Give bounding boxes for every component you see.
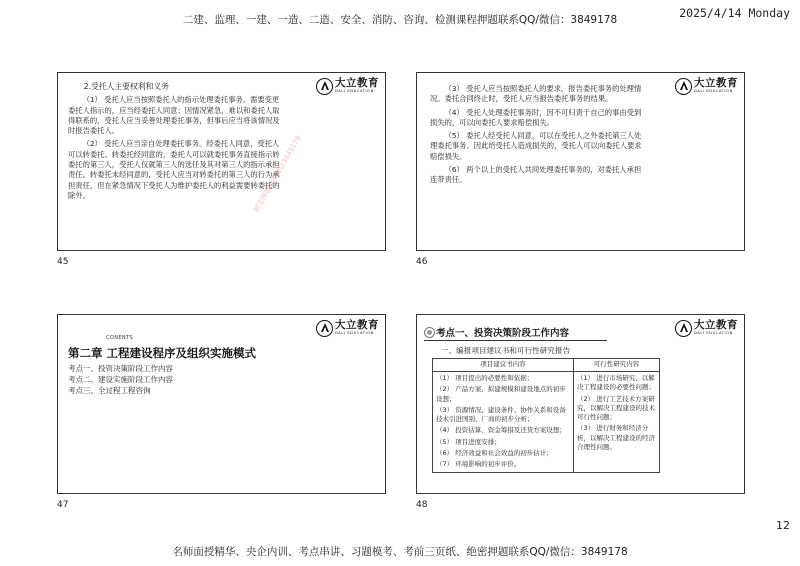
slide-number-46: 46 [416,257,428,267]
table-cell-item: （6） 经济效益和社会效益的初步估计； [436,449,553,458]
logo-english: DALI EDUCATION [335,88,374,93]
paragraph: （2） 受托人应当亲自处理委托事务。经委托人同意，受托人可以转委托。转委托经同意的，委托人可以就委托事务直接指示转委托的第三人，受托人仅就第三人的选任及其对第三人的指示承担责任。转委托未经同意的，受托人应当对转委托的第三人的行为承担责任，但在紧急情况下受托人为维护委托人的利益需要转委托的除外。 [68,139,280,200]
table-cell-item: （5） 项目进度安排； [436,437,501,446]
header-date: 2025/4/14 Monday [679,6,790,20]
table-cell-item: （3） 资源情况、建设条件、协作关系和设备技术引进国别、厂商的初步分析； [436,405,566,424]
paragraph: （6） 两个以上的受托人共同处理委托事务的，对委托人承担连带责任。 [430,165,642,185]
list-item: 考点一、投资决策阶段工作内容 [68,364,173,373]
slide-46-body [430,84,642,186]
section-heading: 2.受托人主要权利和义务 [83,82,170,91]
slide-47 [57,314,386,494]
table-cell-item: （1） 进行市场研究，以解决工程建设的必要性问题； [577,374,655,392]
logo-emblem-icon [675,78,692,95]
logo [675,318,738,338]
table-cell-item: （3） 进行财务和经济分析，以解决工程建设的经济合理性问题。 [577,424,655,452]
table-header: 项目建议书内容 [433,359,574,372]
table-header: 可行性研究内容 [574,359,660,372]
logo-emblem-icon [675,320,692,337]
slide-45-body [68,82,280,201]
logo-english: DALI EDUCATION [694,330,733,335]
chapter-topic-list [68,364,173,396]
section-subheading: 一、编报项目建议书和可行性研究报告 [441,346,571,355]
logo [316,76,379,96]
topic-title-text: 考点一、投资决策阶段工作内容 [436,328,570,339]
slide-number-47: 47 [57,500,69,510]
logo-emblem-icon [316,78,333,95]
list-item: 考点三、全过程工程咨询 [68,385,151,395]
paragraph: （5） 委托人经受托人同意，可以在受托人之外委托第三人处理委托事务。因此给受托人造成损失的，受托人可以向委托人要求赔偿损失。 [430,131,642,161]
logo-english: DALI EDUCATION [694,88,733,93]
paragraph: （3） 受托人应当按照委托人的要求，报告委托事务的处理情况。委托合同终止时，受托人应当报告委托事务的结果。 [430,84,642,104]
topic-title [424,325,569,339]
logo-name: 大立教育 [694,319,738,332]
table-cell [574,372,660,473]
chapter-title: 第二章 工程建设程序及组织实施模式 [68,346,257,360]
slide-46 [416,72,745,251]
slide-number-45: 45 [57,257,69,267]
slide-48 [416,314,745,494]
table-cell-item: （2） 进行工艺技术方案研究，以解决工程建设的技术可行性问题； [577,394,655,422]
page-number: 12 [776,519,790,532]
paragraph: （4） 受托人处理委托事务时，因不可归责于自己的事由受到损失的，可以向委托人要求赔偿损失。 [430,107,642,127]
divider [424,340,607,341]
contents-label: CONENTS [106,335,134,341]
table-cell [433,372,574,473]
logo-emblem-icon [316,320,333,337]
logo-name: 大立教育 [335,319,379,332]
slide-45 [57,72,386,251]
footer-banner: 名师面授精华、央企内训、考点串讲、习题模考、考前三页纸、绝密押题联系QQ/微信：3849178 [172,546,628,558]
comparison-table [432,358,660,473]
list-item: 考点二、建设实施阶段工作内容 [68,374,173,384]
table-cell-item: （1） 项目提出的必要性和依据； [436,374,534,382]
table-cell-item: （2） 产品方案、拟建规模和建设地点的初步设想； [436,385,566,403]
logo-name: 大立教育 [335,77,379,90]
logo [316,318,379,338]
logo [675,76,738,96]
slide-number-48: 48 [416,500,428,510]
logo-english: DALI EDUCATION [335,330,374,335]
header-banner: 二建、监理、一建、一造、二造、安全、消防、咨询、检测课程押题联系QQ/微信：3849178 [182,14,618,26]
table-cell-item: （4） 投资估算、资金筹措及还贷方案设想； [436,426,566,435]
circle-bullet-icon [424,327,435,338]
table-cell-item: （7） 环境影响的初步评价。 [436,460,521,469]
paragraph: （1） 受托人应当按照委托人的指示处理委托事务。需要变更委托人指示的，应当经委托人同意；因情况紧急，难以和委托人取得联系的，受托人应当妥善处理委托事务，但事后应当将该情况及时报告委托人。 [68,95,280,136]
watermark: 精选押题联系微信3849178 [252,134,303,214]
logo-name: 大立教育 [694,77,738,90]
